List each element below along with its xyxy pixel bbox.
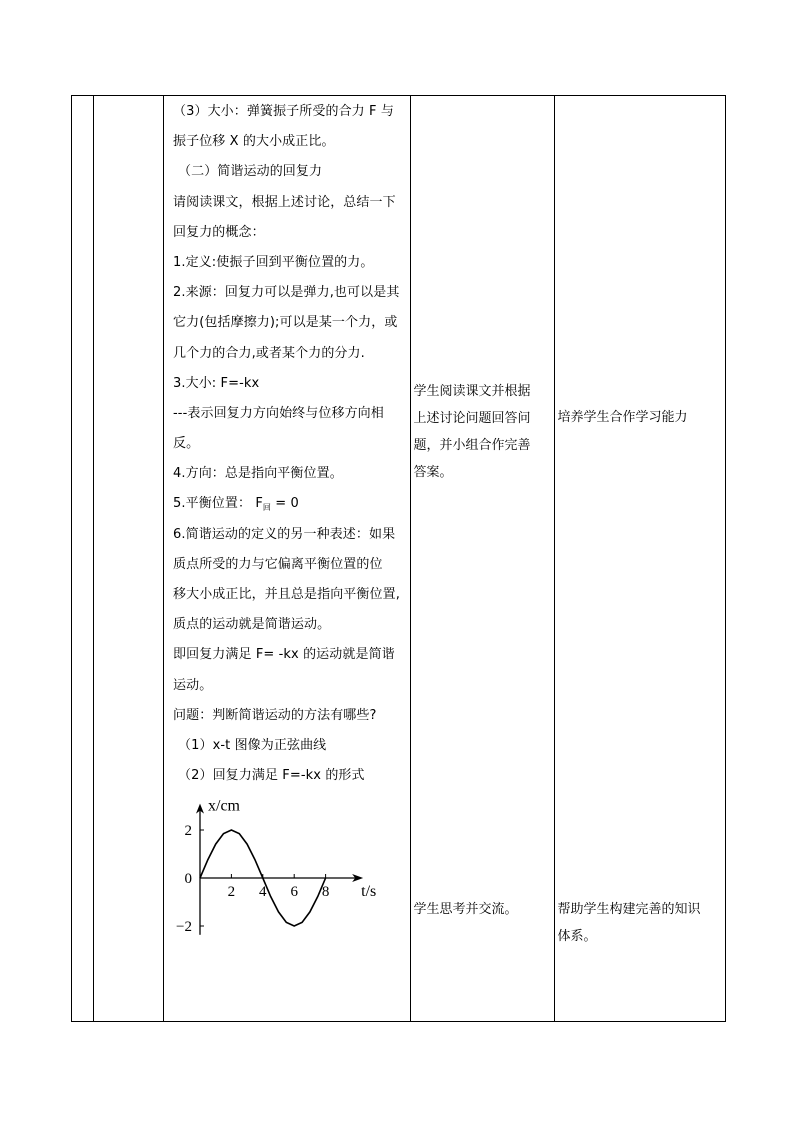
lesson-table: [71, 95, 726, 1022]
content-line: 6.简谐运动的定义的另一种表述：如果: [173, 526, 396, 542]
balance-value: = 0: [271, 496, 299, 512]
content-line: 回复力的概念：: [173, 224, 265, 240]
balance-subscript: 回: [262, 503, 272, 513]
content-line: 4.方向：总是指向平衡位置。: [173, 466, 343, 482]
content-line: 3.大小: F=-kx: [173, 375, 260, 391]
content-line: ---表示回复力方向始终与位移方向相: [173, 405, 384, 421]
xt-sine-graph: [174, 795, 384, 945]
content-line: 1.定义:使振子回到平衡位置的力。: [173, 254, 374, 270]
student-activity-cell: [411, 96, 555, 1022]
x-tick-label: 8: [321, 884, 330, 901]
content-line: 它力(包括摩擦力);可以是某一个力，或: [173, 315, 398, 331]
content-line: （3）大小：弹簧振子所受的合力 F 与: [173, 104, 394, 119]
design-intent-cell: [555, 96, 726, 1022]
content-line: 振子位移 X 的大小成正比。: [173, 134, 335, 150]
design-intent-line: 帮助学生构建完善的知识: [557, 901, 701, 917]
design-intent-block-1: [558, 404, 688, 431]
content-line: 质点的运动就是简谐运动。: [173, 617, 331, 633]
content-line: （2）回复力满足 F=-kx 的形式: [178, 768, 365, 784]
content-line: （二）简谐运动的回复力: [178, 164, 323, 180]
balance-position-line: [173, 489, 404, 519]
design-intent-block-2: [558, 896, 701, 950]
student-activity-line: 答案。: [413, 464, 453, 480]
content-line: 请阅读课文，根据上述讨论，总结一下: [173, 194, 396, 210]
student-activity-line: 上述讨论问题回答问: [413, 410, 531, 426]
content-line: （1）x-t 图像为正弦曲线: [178, 737, 327, 753]
content-line: 移大小成正比，并且总是指向平衡位置,: [173, 587, 400, 602]
empty-column-1: [72, 96, 94, 1022]
student-activity-line: 题，并小组合作完善: [413, 437, 531, 453]
content-line: 反。: [173, 436, 200, 452]
x-tick-label: 6: [290, 884, 298, 901]
design-intent-line: 体系。: [557, 928, 597, 944]
design-intent-line: 培养学生合作学习能力: [557, 409, 688, 425]
empty-column-2: [94, 96, 164, 1022]
student-activity-block-1: [414, 378, 531, 486]
y-tick-label: 2: [184, 823, 192, 840]
content-line: 质点所受的力与它偏离平衡位置的位: [173, 556, 383, 572]
y-tick-label: −2: [176, 919, 192, 936]
student-activity-line: 学生思考并交流。: [413, 901, 518, 917]
student-activity-line: 学生阅读课文并根据: [413, 383, 531, 399]
x-tick-label: 2: [227, 884, 236, 901]
y-tick-label: 0: [184, 871, 192, 888]
student-activity-block-2: [414, 896, 518, 923]
content-lines: [164, 96, 410, 945]
content-line: 运动。: [173, 677, 213, 693]
content-line: 即回复力满足 F= -kx 的运动就是简谐: [173, 647, 395, 663]
content-line: 几个力的合力,或者某个力的分力.: [173, 345, 365, 361]
content-line: 2.来源：回复力可以是弹力,也可以是其: [173, 285, 400, 301]
x-tick-label: 4: [259, 884, 267, 901]
teaching-content-cell: [164, 96, 411, 1022]
content-line: 问题：判断简谐运动的方法有哪些?: [173, 707, 377, 723]
x-axis-label: t/s: [361, 883, 377, 901]
y-axis-label: x/cm: [208, 797, 240, 815]
balance-label: 5.平衡位置： F: [173, 496, 263, 512]
